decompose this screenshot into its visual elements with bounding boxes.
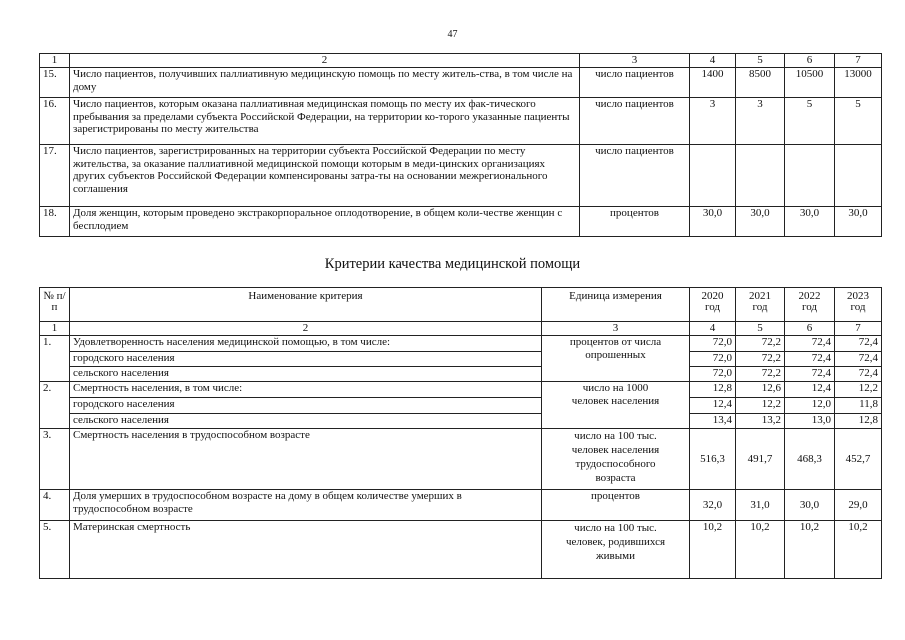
row-value [785,145,835,207]
row-value: 13000 [835,68,882,98]
row-value: 8500 [736,68,785,98]
row-value: 10,2 [690,521,736,579]
row-value: 10,2 [736,521,785,579]
row-value: 11,8 [835,398,882,414]
row-value: 13,4 [690,414,736,429]
row-unit: процентов [580,207,690,237]
header-year: 2023 год [835,288,882,322]
row-value: 72,0 [690,336,736,352]
table-row [40,207,882,237]
column-number: 6 [785,322,835,336]
row-number: 1. [40,336,70,382]
row-unit: число на 100 тыс. человек, родившихся живыми [542,521,690,579]
table-row [40,145,882,207]
column-number: 2 [70,322,542,336]
column-number-row [40,322,882,336]
row-value: 32,0 [690,490,736,521]
header-cell: 7 [835,54,882,68]
row-number: 2. [40,382,70,429]
row-value: 30,0 [785,490,835,521]
row-number: 3. [40,429,70,490]
row-unit: процентов от числа опрошенных [542,336,690,382]
column-number: 3 [542,322,690,336]
row-value: 72,0 [690,352,736,367]
row-value: 5 [835,98,882,145]
column-number: 5 [736,322,785,336]
row-number: 16. [40,98,70,145]
row-name: Смертность населения, в том числе: [70,382,542,398]
row-value: 468,3 [785,429,835,490]
row-name: городского населения [70,352,542,367]
row-value: 72,4 [835,352,882,367]
row-unit: число пациентов [580,68,690,98]
row-value: 10500 [785,68,835,98]
row-unit: число на 1000 человек населения [542,382,690,429]
row-value [736,145,785,207]
table-row [40,352,882,367]
header-criterion: Наименование критерия [70,288,542,322]
row-value: 12,2 [835,382,882,398]
row-value: 72,4 [835,367,882,382]
row-name: сельского населения [70,414,542,429]
row-value: 72,0 [690,367,736,382]
row-name: Доля умерших в трудоспособном возрасте на дому в общем количестве умерших в трудоспособном возрасте [70,490,542,521]
row-value: 12,0 [785,398,835,414]
row-unit: процентов [542,490,690,521]
row-value: 72,2 [736,336,785,352]
row-value: 72,4 [785,352,835,367]
row-value: 72,2 [736,367,785,382]
row-value: 12,6 [736,382,785,398]
header-cell: 6 [785,54,835,68]
header-cell: 2 [70,54,580,68]
indicators-table-continued [39,53,882,237]
row-name: Материнская смертность [70,521,542,579]
row-value: 3 [690,98,736,145]
row-value: 30,0 [785,207,835,237]
row-value: 1400 [690,68,736,98]
row-value: 72,2 [736,352,785,367]
table-row [40,398,882,414]
row-value: 491,7 [736,429,785,490]
section-title: Критерии качества медицинской помощи [324,256,581,272]
row-value: 12,4 [785,382,835,398]
column-number: 4 [690,322,736,336]
row-name: Доля женщин, которым проведено экстракорпоральное оплодотворение, в общем коли-честве женщин с бесплодием [70,207,580,237]
header-unit: Единица измерения [542,288,690,322]
table-row [40,521,882,579]
row-value: 29,0 [835,490,882,521]
header-cell: 1 [40,54,70,68]
row-number: 18. [40,207,70,237]
row-value: 12,8 [835,414,882,429]
table-row [40,336,882,352]
table-row [40,490,882,521]
row-value: 452,7 [835,429,882,490]
row-name: Число пациентов, которым оказана паллиативная медицинская помощь по месту их фак-тического пребывания за пределами субъекта Российской Федерации, на территории ко-торого указанные пациенты зарегистрированы по месту жительства [70,98,580,145]
row-value: 30,0 [835,207,882,237]
table-row [40,367,882,382]
row-value: 30,0 [736,207,785,237]
table-header-row [40,288,882,322]
table-row [40,98,882,145]
table-row [40,68,882,98]
quality-criteria-table [39,287,882,579]
header-year: 2020 год [690,288,736,322]
row-unit: число пациентов [580,145,690,207]
header-year: 2021 год [736,288,785,322]
row-unit: число на 100 тыс. человек населения трудоспособного возраста [542,429,690,490]
header-number: № п/п [40,288,70,322]
row-value: 72,4 [785,336,835,352]
row-value: 3 [736,98,785,145]
row-value: 72,4 [785,367,835,382]
column-number: 7 [835,322,882,336]
row-name: Число пациентов, получивших паллиативную медицинскую помощь по месту житель-ства, в том числе на дому [70,68,580,98]
page-number: 47 [447,29,458,40]
row-value: 13,0 [785,414,835,429]
row-name: городского населения [70,398,542,414]
row-value: 72,4 [835,336,882,352]
row-name: Удовлетворенность населения медицинской помощью, в том числе: [70,336,542,352]
row-value: 12,2 [736,398,785,414]
row-value: 12,8 [690,382,736,398]
row-number: 4. [40,490,70,521]
row-value: 516,3 [690,429,736,490]
table-row [40,414,882,429]
row-value: 13,2 [736,414,785,429]
row-value: 12,4 [690,398,736,414]
row-value [835,145,882,207]
row-value: 10,2 [785,521,835,579]
row-number: 5. [40,521,70,579]
row-value: 30,0 [690,207,736,237]
table-header-row [40,54,882,68]
row-name: Число пациентов, зарегистрированных на территории субъекта Российской Федерации по месту жительства, за оказание паллиативной медицинской помощи которым в меди-цинских организациях других субъектов Российской Федерации компенсированы затра-ты на основании межрегионального соглашения [70,145,580,207]
header-cell: 3 [580,54,690,68]
row-value: 5 [785,98,835,145]
table-row [40,382,882,398]
row-name: Смертность населения в трудоспособном возрасте [70,429,542,490]
row-name: сельского населения [70,367,542,382]
header-year: 2022 год [785,288,835,322]
header-cell: 5 [736,54,785,68]
table-row [40,429,882,490]
row-value [690,145,736,207]
row-unit: число пациентов [580,98,690,145]
row-value: 31,0 [736,490,785,521]
row-number: 15. [40,68,70,98]
row-value: 10,2 [835,521,882,579]
row-number: 17. [40,145,70,207]
header-cell: 4 [690,54,736,68]
column-number: 1 [40,322,70,336]
